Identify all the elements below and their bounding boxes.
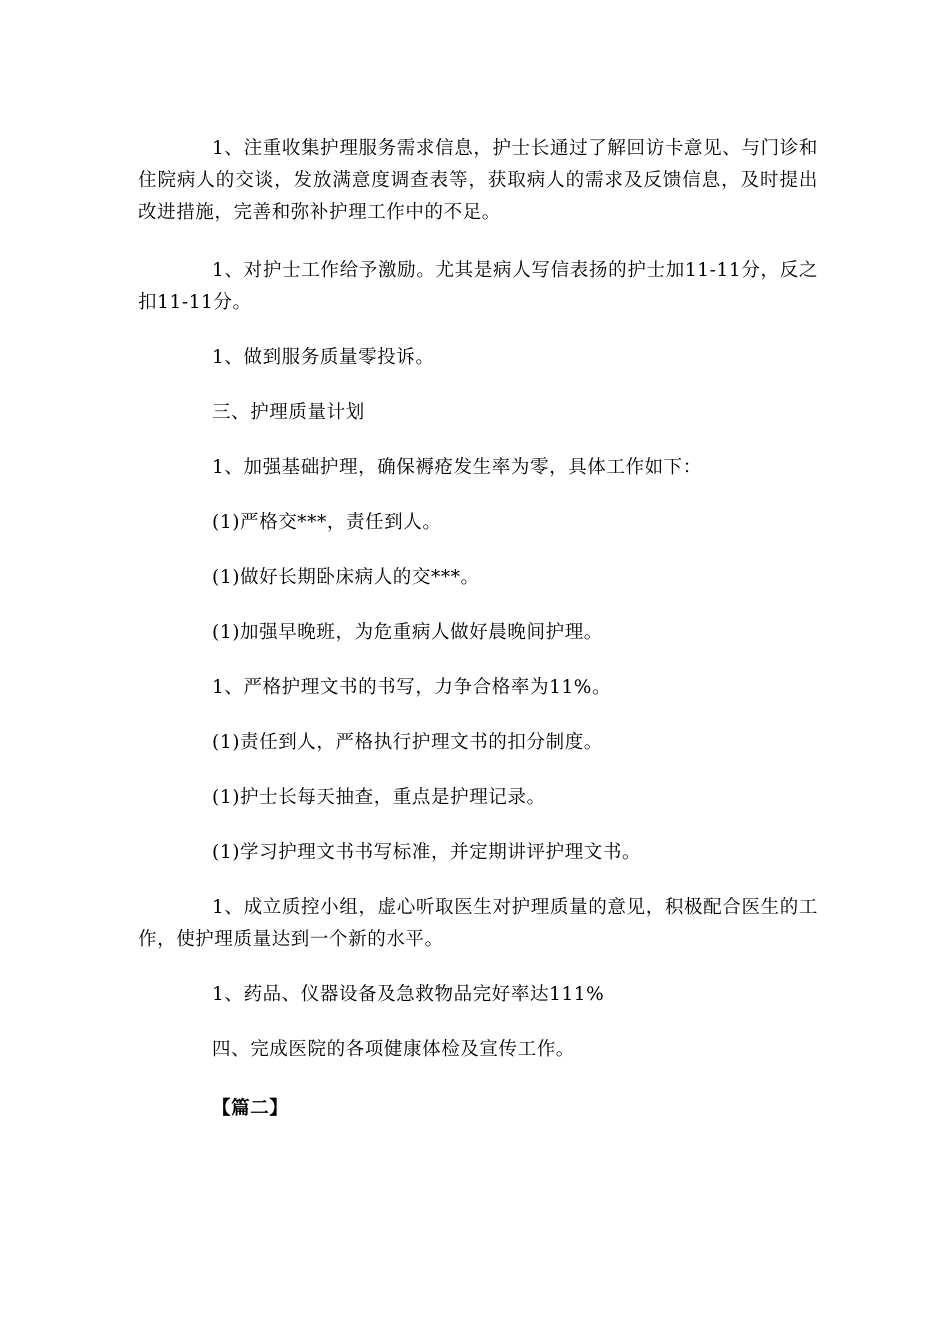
- paragraph-equipment-rate: 1、药品、仪器设备及急救物品完好率达111%: [212, 984, 605, 1005]
- paragraph-nursing-records: 1、严格护理文书的书写，力争合格率为11%。: [212, 677, 612, 698]
- chapter-marker: 【篇二】: [212, 1098, 289, 1119]
- section-heading-health-check: 四、完成医院的各项健康体检及宣传工作。: [212, 1039, 575, 1060]
- paragraph-service-info: 1、注重收集护理服务需求信息，护士长通过了解回访卡意见、与门诊和住院病人的交谈，发放满意度调查表等，获取病人的需求及反馈信息，及时提出改进措施，完善和弥补护理工作中的不足。: [138, 138, 818, 223]
- list-item-strict-handover: (1)严格交***，责任到人。: [212, 512, 442, 533]
- list-item-shift-care: (1)加强早晚班，为危重病人做好晨晚间护理。: [212, 622, 603, 643]
- section-heading-quality-plan: 三、护理质量计划: [212, 402, 365, 423]
- paragraph-nurse-incentive: 1、对护士工作给予激励。尤其是病人写信表扬的护士加11-11分，反之扣11-11分。: [138, 260, 818, 313]
- list-item-deduction-system: (1)责任到人，严格执行护理文书的扣分制度。: [212, 732, 603, 753]
- paragraph-zero-complaints: 1、做到服务质量零投诉。: [212, 347, 435, 368]
- paragraph-quality-group: 1、成立质控小组，虚心听取医生对护理质量的意见，积极配合医生的工作，使护理质量达到一个新的水平。: [138, 897, 818, 950]
- list-item-writing-standards: (1)学习护理文书书写标准，并定期讲评护理文书。: [212, 842, 642, 863]
- paragraph-basic-care: 1、加强基础护理，确保褥疮发生率为零，具体工作如下：: [212, 457, 702, 478]
- list-item-bedridden-handover: (1)做好长期卧床病人的交***。: [212, 567, 480, 588]
- list-item-daily-check: (1)护士长每天抽查，重点是护理记录。: [212, 787, 546, 808]
